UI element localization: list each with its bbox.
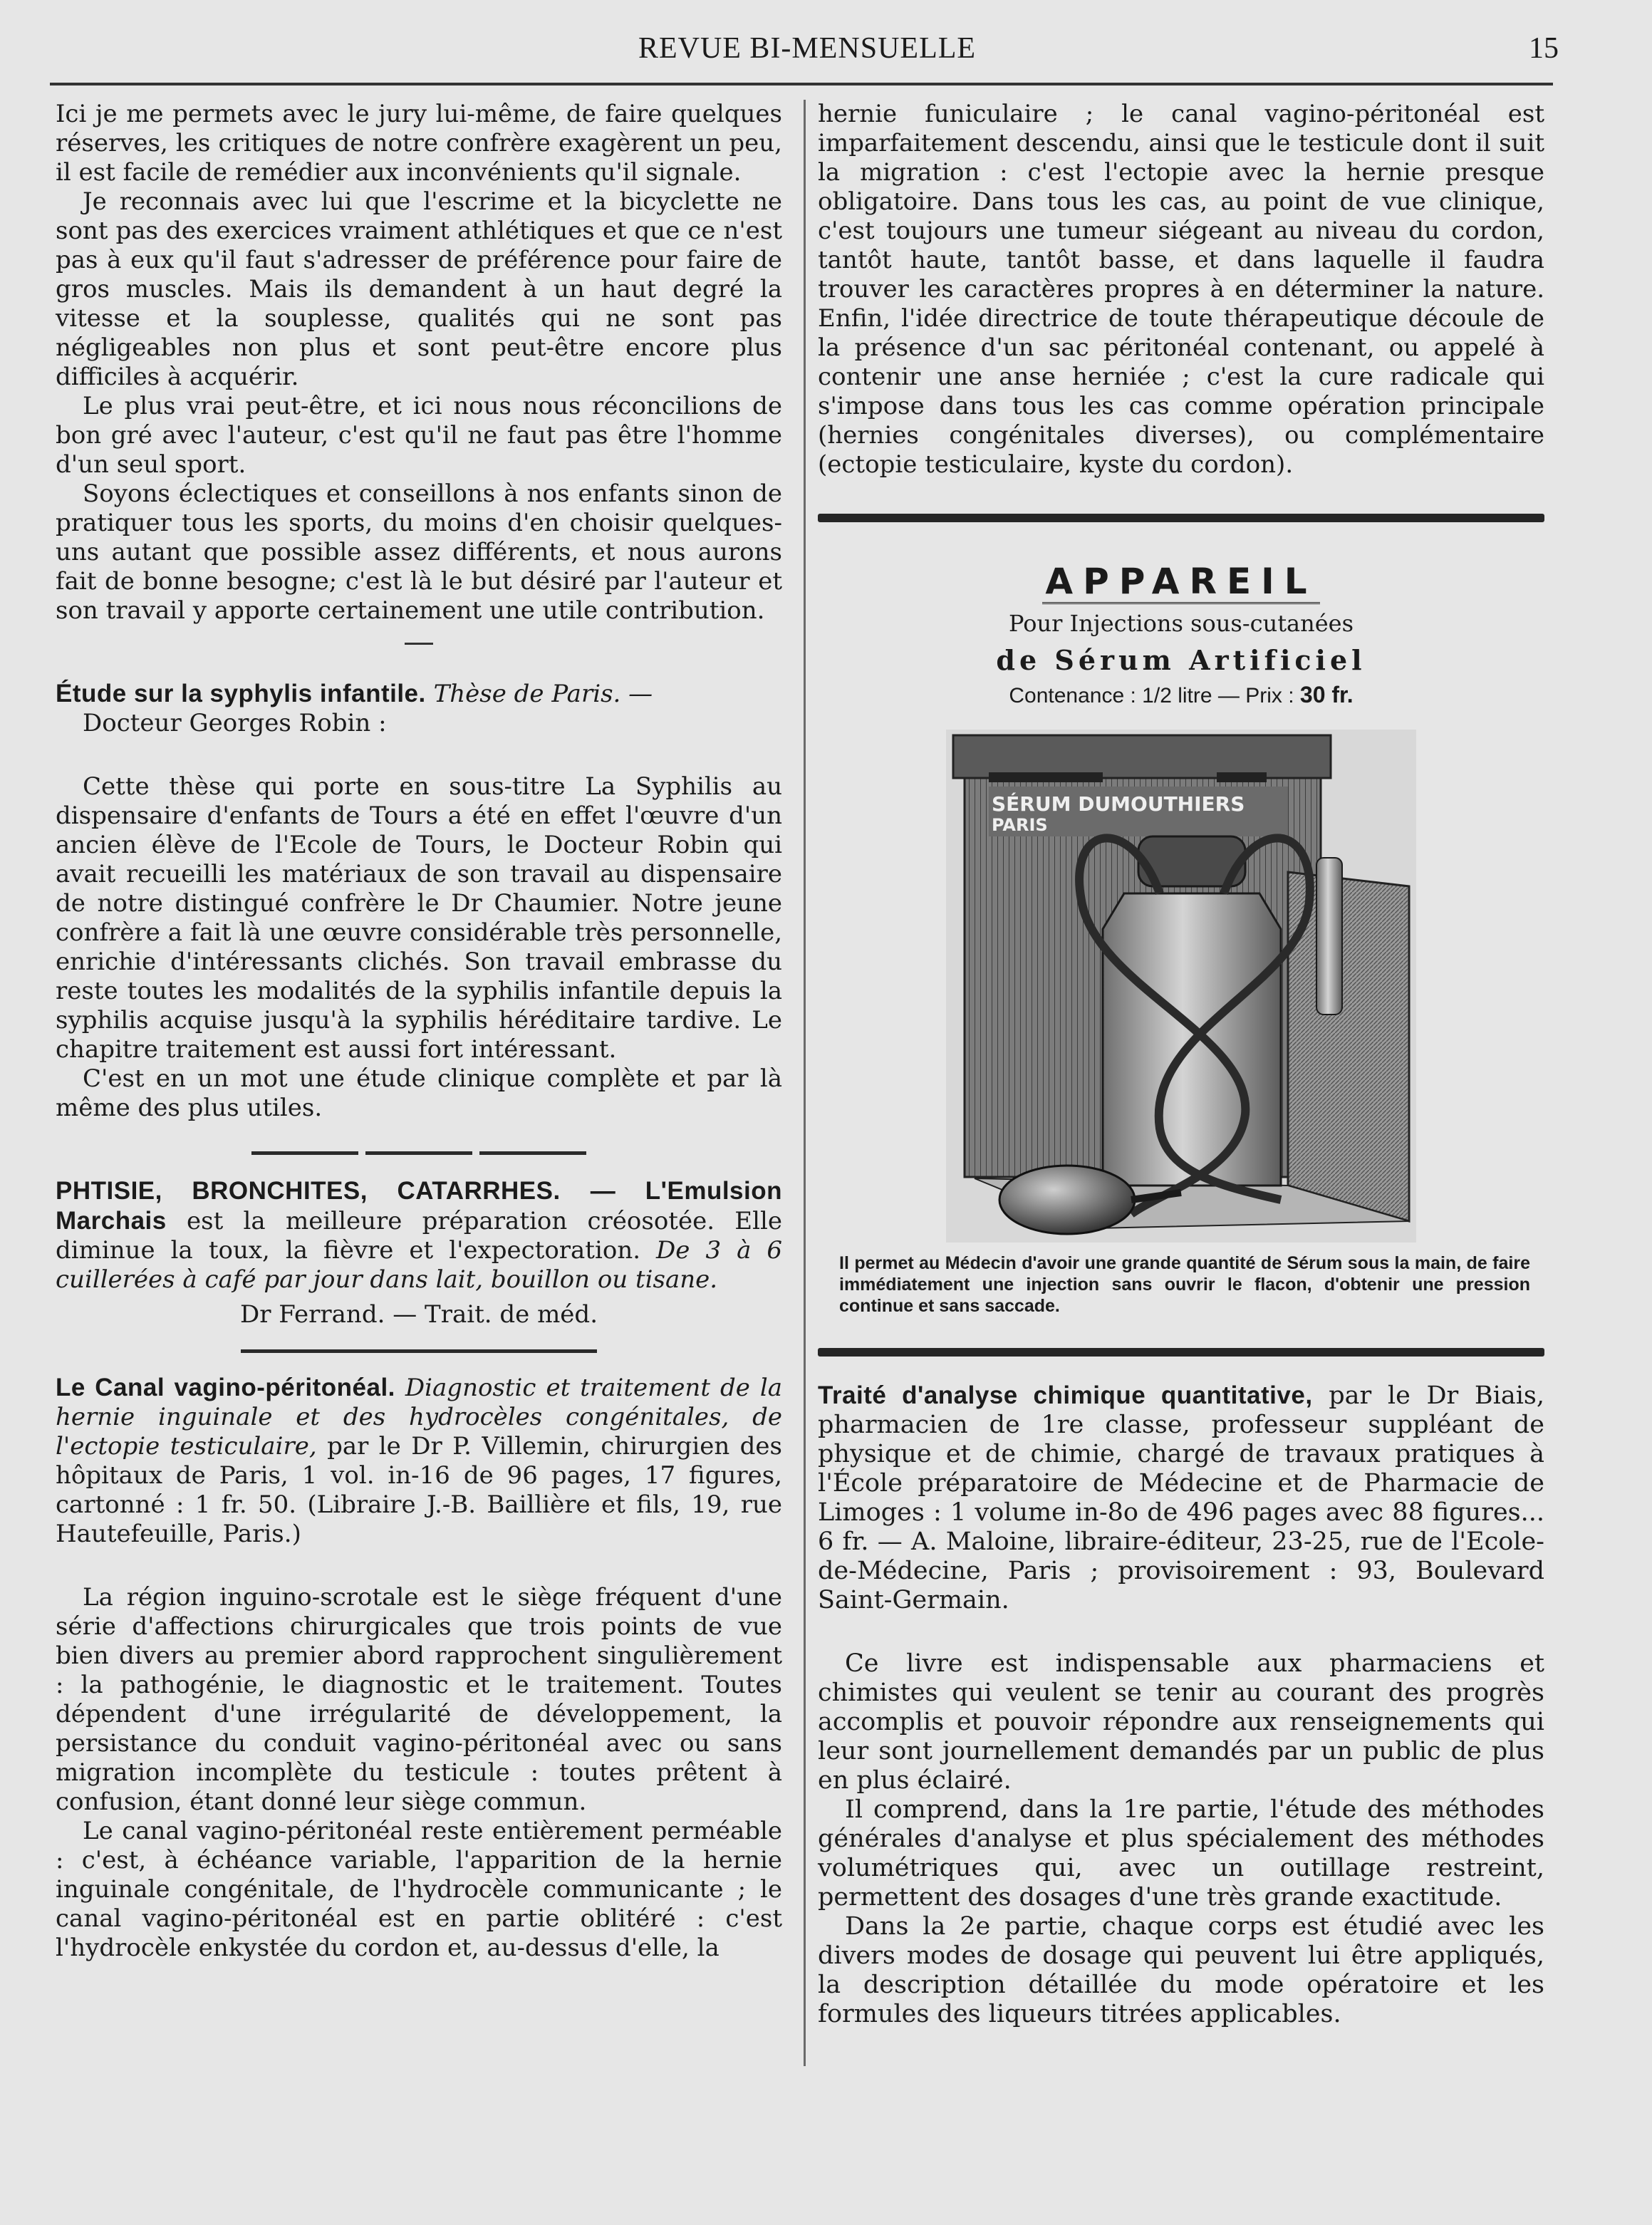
- canal-subtitle: Diagnostic et traitement de la hernie inguinale et des hydrocèles congénitales, de l'ectopie testiculaire,: [56, 1374, 783, 1461]
- syphilis-heading-line: [56, 679, 782, 709]
- case-lid: [953, 735, 1331, 778]
- syphilis-heading-rest: Thèse de Paris. —: [433, 680, 653, 708]
- ad-line-2: de Sérum Artificiel: [996, 644, 1366, 676]
- canal-heading-block: [56, 1373, 782, 1549]
- ad-line-3: [818, 682, 1544, 708]
- ad-bottom-rule: [818, 1348, 1544, 1357]
- ad-capacity: Contenance : 1/2 litre — Prix :: [1009, 684, 1294, 707]
- page-number: 15: [1529, 32, 1559, 65]
- traite-paragraph-1: Ce livre est indispensable aux pharmaciens et chimistes qui veulent se tenir au courant des progrès accomplis et pouvoir répondre aux renseignements qui leur sont journellement demandés par un public de plus en plus éclairé.: [818, 1649, 1544, 1795]
- intro-paragraph-3: Le plus vrai peut-être, et ici nous nous réconcilions de bon gré avec l'auteur, c'est qu'il ne faut pas être l'homme d'un seul sport.: [56, 392, 782, 479]
- serum-apparatus-drawing: [946, 730, 1416, 1243]
- traite-heading-block: [818, 1381, 1544, 1615]
- intro-paragraph-1: Ici je me permets avec le jury lui-même, de faire quelques réserves, les critiques de notre confrère exagèrent un peu, il est facile de remédier aux inconvénients qu'il signale.: [56, 100, 782, 187]
- phtisie-dosage: De 3 à 6 cuillerées à café par jour dans lait, bouillon ou tisane.: [56, 1236, 782, 1294]
- canal-biblio: par le Dr P. Villemin, chirurgien des hôpitaux de Paris, 1 vol. in-16 de 96 pages, 17 figures, cartonné : 1 fr. 50. (Libraire J.-B. Baillière et fils, 19, rue Hautefeuille, Paris.): [56, 1432, 782, 1548]
- phtisie-heading: PHTISIE, BRONCHITES, CATARRHES.: [56, 1177, 561, 1205]
- syphilis-author: Docteur Georges Robin :: [83, 709, 387, 737]
- pump-bulb: [999, 1166, 1135, 1234]
- canal-continuation: hernie funiculaire ; le canal vagino-péritonéal est imparfaitement descendu, ainsi que le testicule dont il suit la migration : c'est l'ectopie avec la hernie presque obligatoire. Dans tous les cas, au point de vue clinique, c'est toujours une tumeur siégeant au niveau du cordon, tantôt haute, tantôt basse, et dans laquelle il faudra trouver les caractères propres à en déterminer la nature. Enfin, l'idée directrice de toute thérapeutique découle de la présence d'un sac péritonéal contenant, ou appelé à contenir une anse herniée ; c'est la cure radicale qui s'impose dans tous les cas comme opération principale (hernies congénitales diverses), ou complémentaire (ectopie testiculaire, kyste du cordon).: [818, 100, 1544, 479]
- case-label-line-1: SÉRUM DUMOUTHIERS: [992, 792, 1245, 816]
- canal-heading: Le Canal vagino-péritonéal.: [56, 1374, 395, 1401]
- canal-paragraph-1: La région inguino-scrotale est le siège fréquent d'une série d'affections chirurgicales que trois points de vue bien divers au premier abord rapprochent singulièrement : la pathogénie, le diagnostic et le traitement. Toutes dépendent d'une irrégularité de développement, la persistance du conduit vagino-péritonéal avec ou sans migration incomplète du testicule : toutes prêtent à confusion, étant donné leur siège commun.: [56, 1583, 782, 1816]
- left-column: [56, 100, 782, 1963]
- filter-tube: [1316, 858, 1342, 1015]
- phtisie-block: [56, 1176, 782, 1295]
- header-rule: [50, 83, 1553, 85]
- advertisement: [818, 561, 1544, 1317]
- right-column: [818, 100, 1544, 2029]
- serum-apparatus-illustration: [946, 730, 1416, 1243]
- syphilis-paragraph-2: C'est en un mot une étude clinique complète et par là même des plus utiles.: [56, 1064, 782, 1122]
- journal-title: REVUE BI-MENSUELLE: [638, 32, 977, 65]
- section-separator-2: [241, 1349, 597, 1353]
- traite-paragraph-3: Dans la 2e partie, chaque corps est étudié avec les divers modes de dosage qui peuvent lui être appliqués, la description détaillée du mode opératoire et les formules des liqueurs titrées applicables.: [818, 1912, 1544, 2028]
- ad-caption: Il permet au Médecin d'avoir une grande quantité de Sérum sous la main, de faire immédiatement une injection sans ouvrir le flacon, d'obtenir une pression continue et sans saccade.: [839, 1253, 1530, 1316]
- traite-heading: Traité d'analyse chimique quantitative,: [818, 1381, 1313, 1409]
- ad-price: 30 fr.: [1299, 682, 1354, 707]
- column-divider: [804, 100, 806, 2066]
- syphilis-heading: Étude sur la syphylis infantile.: [56, 680, 426, 707]
- ad-title: APPAREIL: [1042, 561, 1319, 604]
- syphilis-paragraph-1: Cette thèse qui porte en sous-titre La Syphilis au dispensaire d'enfants de Tours a été en effet l'œuvre d'un ancien élève de l'Ecole de Tours, le Docteur Robin qui avait recueilli les matériaux de son travail au dispensaire de notre distingué confrère le Dr Chaumier. Notre jeune confrère a fait là une œuvre considérable très personnelle, enrichie d'intéressants clichés. Son travail embrasse du reste toutes les modalités de la syphilis infantile depuis la syphilis acquise jusqu'à la syphilis héréditaire tardive. Le chapitre traitement est aussi fort intéressant.: [56, 772, 782, 1064]
- traite-paragraph-2: Il comprend, dans la 1re partie, l'étude des méthodes générales d'analyse et plus spécialement des méthodes volumétriques qui, avec un outillage restreint, permettent des dosages d'une très grande exactitude.: [818, 1795, 1544, 1912]
- phtisie-brand: Marchais: [56, 1207, 167, 1235]
- case-label-line-2: PARIS: [992, 815, 1048, 835]
- traite-section: [818, 1381, 1544, 2029]
- canal-paragraph-2: Le canal vagino-péritonéal reste entièrement perméable : c'est, à échéance variable, l'apparition de la hernie inguinale congénitale, de l'hydrocèle communicante ; le canal vagino-péritonéal est en partie oblitéré : c'est l'hydrocèle enkystée du cordon et, au-dessus d'elle, la: [56, 1817, 782, 1962]
- section-separator: [56, 1151, 782, 1155]
- ad-top-rule: [818, 514, 1544, 522]
- phtisie-attribution: Dr Ferrand. — Trait. de méd.: [239, 1300, 598, 1329]
- ad-line-1: Pour Injections sous-cutanées: [1008, 610, 1354, 637]
- running-header: [56, 28, 1559, 73]
- traite-intro: par le Dr Biais, pharmacien de 1re classe, professeur suppléant de physique et de chimie, chargé de travaux pratiques à l'École préparatoire de Médecine et de Pharmacie de Limoges : 1 volume in-8o de 496 pages avec 88 figures... 6 fr. — A. Maloine, libraire-éditeur, 23-25, rue de l'Ecole-de-Médecine, Paris ; provisoirement : 93, Boulevard Saint-Germain.: [818, 1381, 1544, 1614]
- intro-paragraph-2: Je reconnais avec lui que l'escrime et la bicyclette ne sont pas des exercices vraiment athlétiques et que ce n'est pas à eux qu'il faut s'adresser de préférence pour faire de gros muscles. Mais ils demandent à un haut degré la vitesse et la souplesse, qualités qui ne sont pas négligeables non plus et sont peut-être encore plus difficiles à acquérir.: [56, 187, 782, 391]
- intro-paragraph-4: Soyons éclectiques et conseillons à nos enfants sinon de pratiquer tous les sports, du moins d'en choisir quelques-uns autant que possible assez différents, et nous aurons fait de bonne besogne; c'est là le but désiré par l'auteur et son travail y apporte certainement une utile contribution.: [56, 479, 782, 625]
- phtisie-heading-rest: — L'Emulsion: [590, 1177, 783, 1205]
- phtisie-text: est la meilleure préparation créosotée. Elle diminue la toux, la fièvre et l'expectoration.: [56, 1207, 782, 1265]
